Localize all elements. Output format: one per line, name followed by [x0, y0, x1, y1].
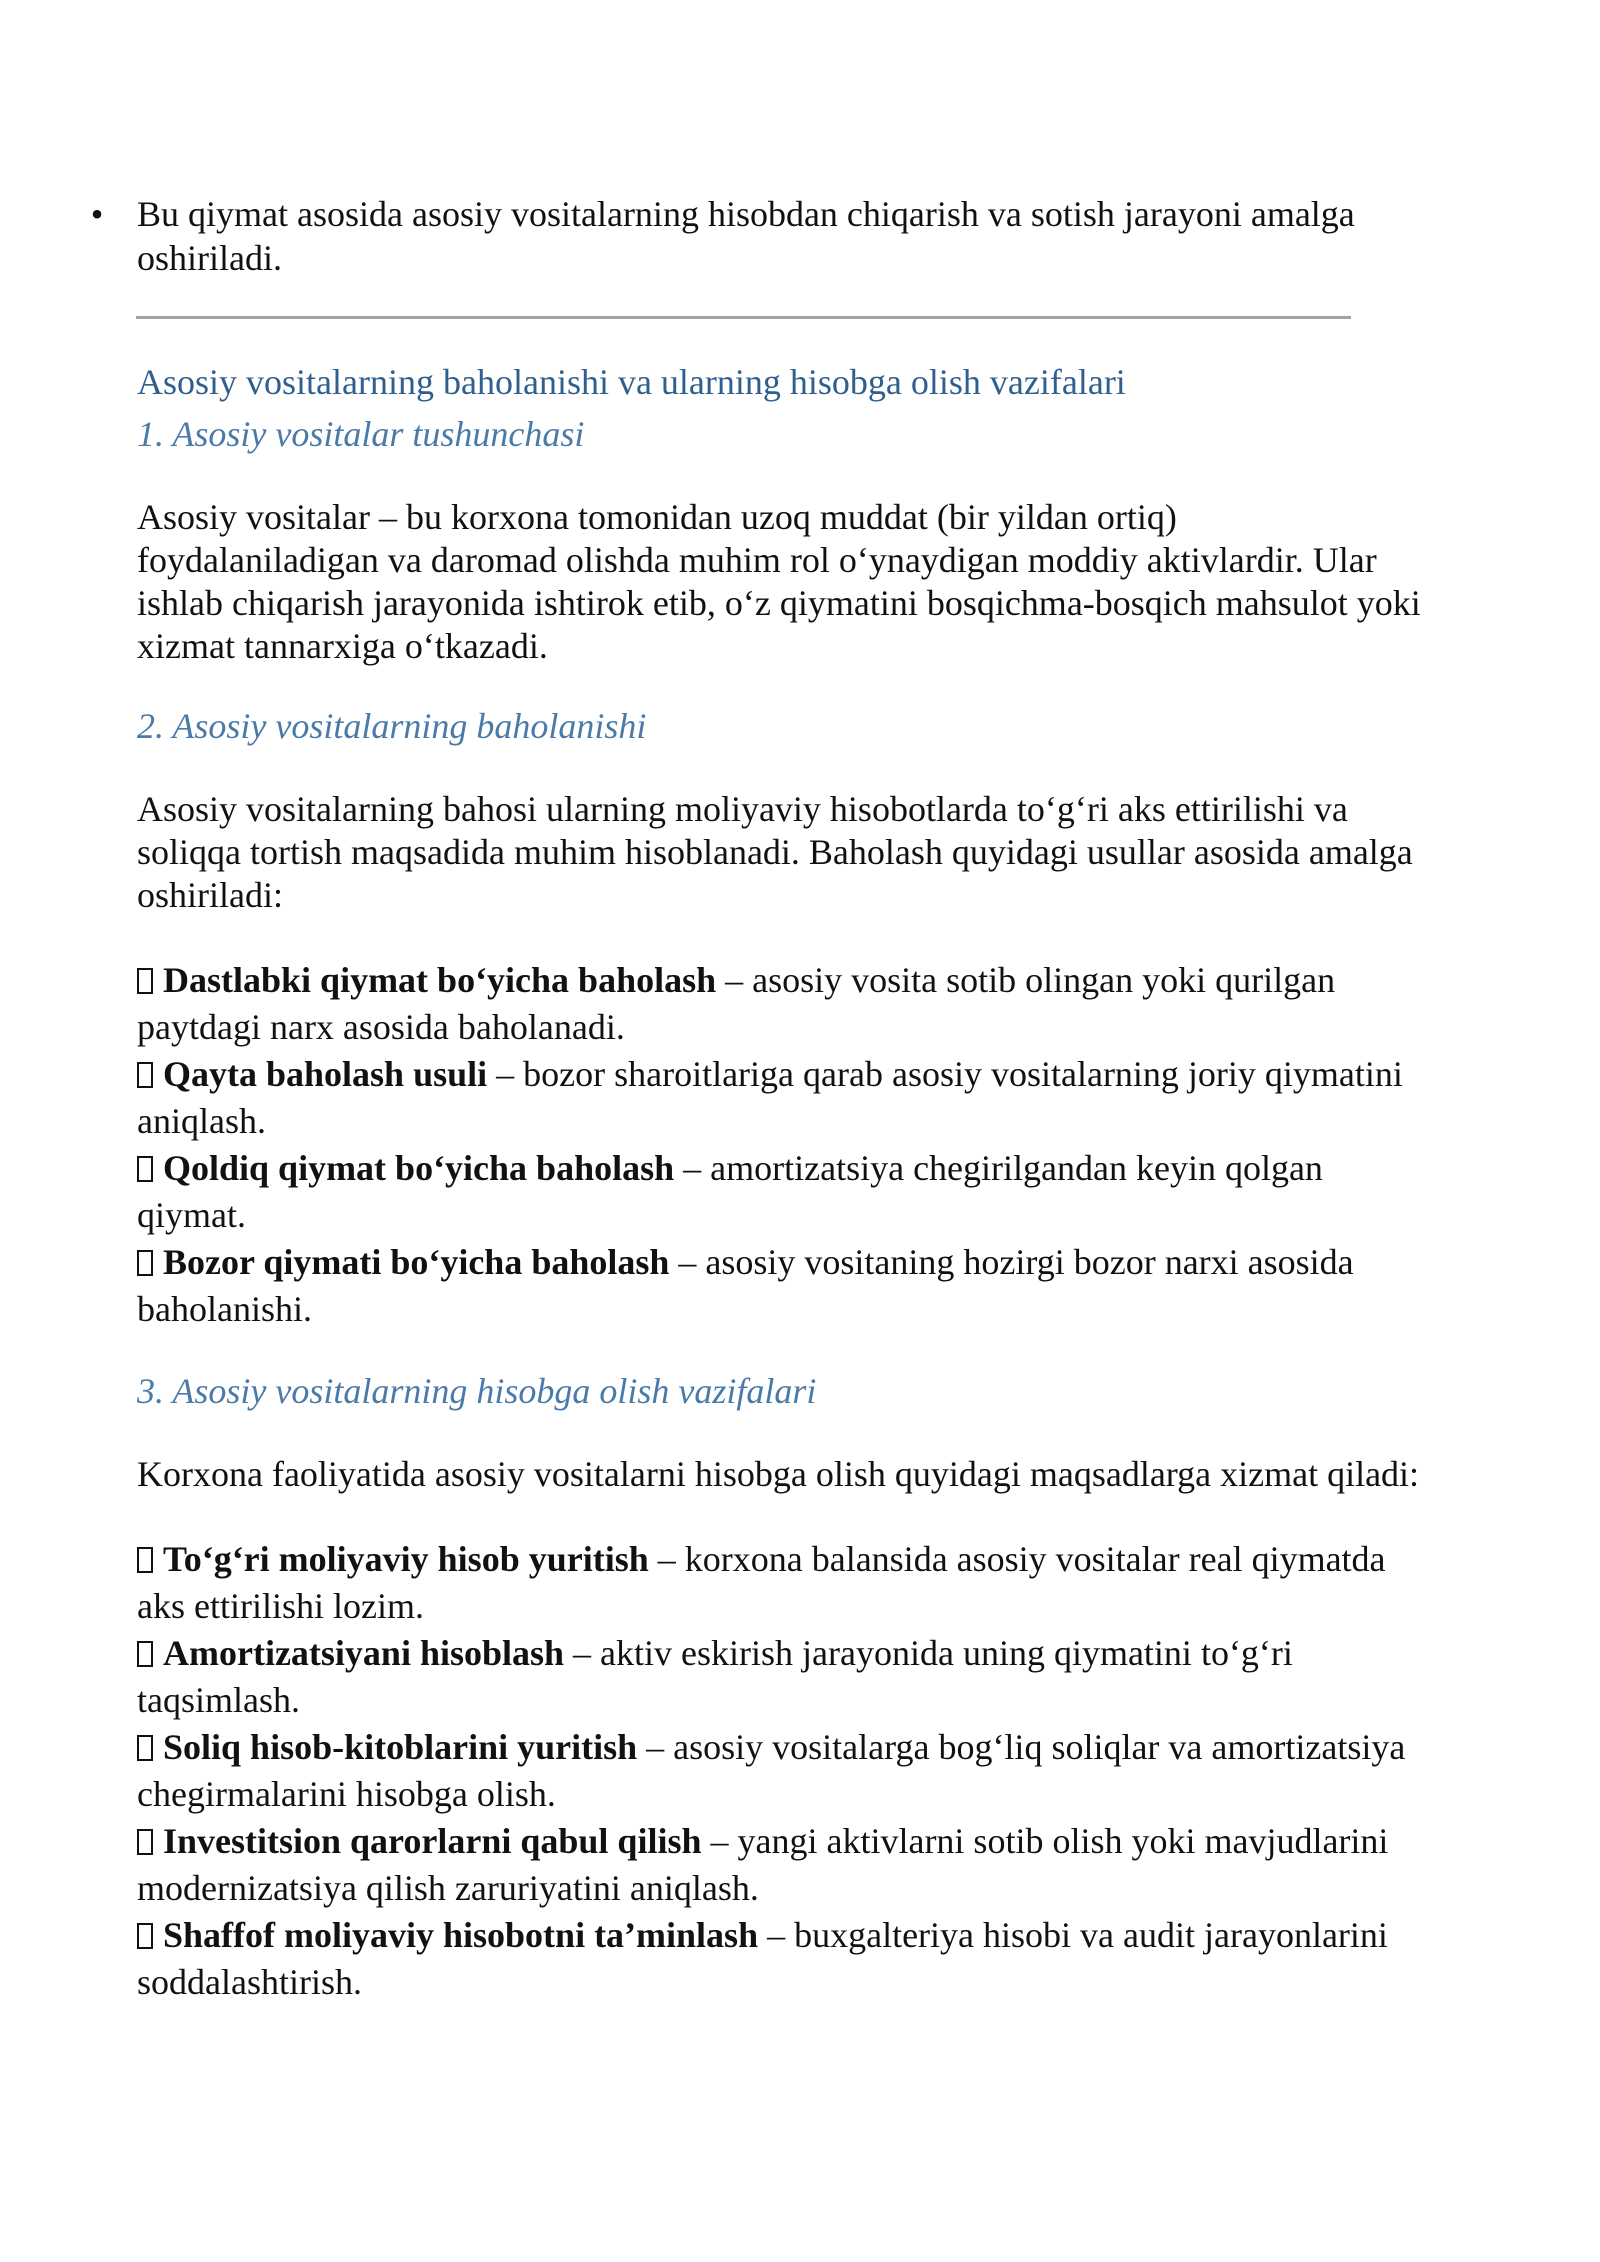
horizontal-divider	[136, 316, 1351, 319]
list-item	[137, 1051, 1427, 1145]
list-item-desc: – asosiy vositaning hozirgi bozor narxi asosida baholanishi.	[137, 1242, 1354, 1329]
list-item-term: Investitsion qarorlarni qabul qilish	[163, 1821, 702, 1861]
document-title: Asosiy vositalarning baholanishi va ularning hisobga olish vazifalari	[137, 362, 1126, 402]
list-item-desc: – yangi aktivlarni sotib olish yoki mavjudlarini modernizatsiya qilish zaruriyatini aniqlash.	[137, 1821, 1389, 1908]
list-item-desc: – bozor sharoitlariga qarab asosiy vositalarning joriy qiymatini aniqlash.	[137, 1054, 1403, 1141]
checkbox-glyph-icon	[137, 1735, 153, 1761]
checkbox-glyph-icon	[137, 1923, 153, 1949]
list-item-term: Qoldiq qiymat bo‘yicha baholash	[163, 1148, 675, 1188]
checkbox-glyph-icon	[137, 1156, 153, 1182]
checkbox-glyph-icon	[137, 1547, 153, 1573]
list-item	[137, 1912, 1427, 2006]
section-3-heading: 3. Asosiy vositalarning hisobga olish vazifalari	[137, 1371, 817, 1411]
list-item	[137, 1630, 1427, 1724]
list-item-desc: – amortizatsiya chegirilgandan keyin qolgan qiymat.	[137, 1148, 1323, 1235]
list-item-desc: – asosiy vositalarga bog‘liq soliqlar va amortizatsiya chegirmalarini hisobga olish.	[137, 1727, 1406, 1814]
list-item	[137, 957, 1427, 1051]
list-item-term: To‘g‘ri moliyaviy hisob yuritish	[163, 1539, 649, 1579]
checkbox-glyph-icon	[137, 1250, 153, 1276]
list-item-term: Bozor qiymati bo‘yicha baholash	[163, 1242, 670, 1282]
checkbox-glyph-icon	[137, 968, 153, 994]
section-2-paragraph: Asosiy vositalarning bahosi ularning moliyaviy hisobotlarda to‘g‘ri aks ettirilishi va soliqqa tortish maqsadida muhim hisoblanadi. Baholash quyidagi usullar asosida amalga oshiriladi:	[137, 789, 1413, 915]
list-item-desc: – asosiy vosita sotib olingan yoki qurilgan paytdagi narx asosida baholanadi.	[137, 960, 1336, 1047]
list-item-term: Dastlabki qiymat bo‘yicha baholash	[163, 960, 717, 1000]
list-item	[137, 1724, 1427, 1818]
checkbox-glyph-icon	[137, 1829, 153, 1855]
list-item	[137, 1536, 1427, 1630]
list-item	[137, 1239, 1427, 1333]
list-item-desc: – aktiv eskirish jarayonida uning qiymatini to‘g‘ri taqsimlash.	[137, 1633, 1293, 1720]
section-3-paragraph: Korxona faoliyatida asosiy vositalarni hisobga olish quyidagi maqsadlarga xizmat qiladi:	[137, 1454, 1420, 1494]
list-item-term: Qayta baholash usuli	[163, 1054, 488, 1094]
document-content	[137, 360, 1427, 2006]
valuation-methods-list	[137, 957, 1427, 1333]
list-item	[137, 1145, 1427, 1239]
accounting-tasks-list	[137, 1536, 1427, 2006]
list-item-desc: – korxona balansida asosiy vositalar real qiymatda aks ettirilishi lozim.	[137, 1539, 1386, 1626]
checkbox-glyph-icon	[137, 1641, 153, 1667]
bullet-dot-icon: •	[90, 194, 104, 234]
list-item-term: Shaffof moliyaviy hisobotni ta’minlash	[163, 1915, 759, 1955]
list-item-term: Amortizatsiyani hisoblash	[163, 1633, 565, 1673]
section-1-heading: 1. Asosiy vositalar tushunchasi	[137, 414, 585, 454]
list-item	[137, 1818, 1427, 1912]
list-item-desc: – buxgalteriya hisobi va audit jarayonlarini soddalashtirish.	[137, 1915, 1388, 2002]
top-bullet-text: Bu qiymat asosida asosiy vositalarning hisobdan chiqarish va sotish jarayoni amalga oshiriladi.	[137, 194, 1355, 278]
checkbox-glyph-icon	[137, 1062, 153, 1088]
section-1-paragraph: Asosiy vositalar – bu korxona tomonidan uzoq muddat (bir yildan ortiq) foydalaniladigan va daromad olishda muhim rol o‘ynaydigan moddiy aktivlardir. Ular ishlab chiqarish jarayonida ishtirok etib, o‘z qiymatini bosqichma-bosqich mahsulot yoki xizmat tannarxiga o‘tkazadi.	[137, 497, 1421, 666]
top-bullet-item	[82, 192, 1382, 280]
list-item-term: Soliq hisob-kitoblarini yuritish	[163, 1727, 638, 1767]
section-2-heading: 2. Asosiy vositalarning baholanishi	[137, 706, 647, 746]
